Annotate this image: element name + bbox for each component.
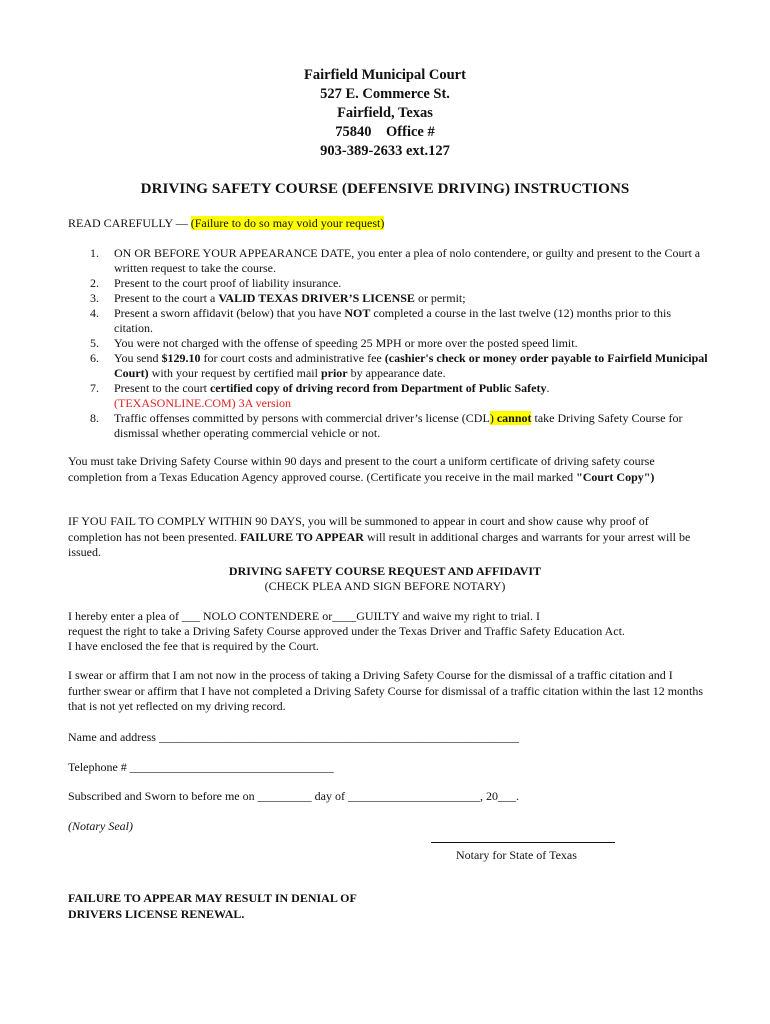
item-text: . [546,381,550,395]
cannot-highlight: cannot [493,411,532,425]
sworn-statement: I swear or affirm that I am not now in the process of taking a Driving Safety Course for the dismissal of a traffic citation and I further swear or affirm that I have not completed a Driving Safety Course for dismissal of a traffic citation within the last 12 months that is not yet reflected on my driving record. [68,668,704,713]
item-number: 1. [90,246,99,260]
name-address-field[interactable]: Name and address ____________________________________________________________ [68,730,519,744]
item-number: 8. [90,411,99,425]
affidavit-subheading: (CHECK PLEA AND SIGN BEFORE NOTARY) [264,579,506,593]
telephone-field[interactable]: Telephone # __________________________________ [68,760,334,774]
payment-method: (cashier's check or money order payable to Fairfield Municipal Court) [114,351,708,380]
court-phone: 903-389-2633 ext.127 [320,143,450,159]
notary-signature-line[interactable] [431,842,615,843]
read-carefully-warning: (Failure to do so may void your request) [190,216,385,230]
instruction-item [68,291,708,306]
plea-line-3: I have enclosed the fee that is required by the Court. [68,639,319,653]
fail-to-comply-paragraph [68,514,704,561]
court-header [0,66,770,161]
court-copy-label: "Court Copy") [576,469,655,484]
item-text: for court costs and administrative fee [200,351,385,365]
paragraph-text: will result in additional charges and warrants for your arrest will be issued. [68,529,691,559]
item-number: 4. [90,306,99,320]
court-name: Fairfield Municipal Court [304,67,466,83]
item-number: 6. [90,351,99,365]
item-number: 2. [90,276,99,290]
item-text: ON OR BEFORE YOUR APPEARANCE DATE, you enter a plea of nolo contendere, or guilty and present to the Court a written request to take the course. [114,246,701,275]
instruction-item [68,411,708,441]
plea-line-2: request the right to take a Driving Safety Course approved under the Texas Driver and Traffic Safety Education Act. [68,624,625,638]
item-text: You send [114,351,162,365]
paragraph-text: You must take Driving Safety Course within 90 days and present to the court a uniform certificate of driving safety course completion from a Texas Education Agency approved course. (Certificate you receive in the mail marked [68,454,655,484]
instruction-item [68,336,708,351]
item-text: Present a sworn affidavit (below) that you have [114,306,345,320]
instruction-item [68,351,708,381]
item-text: Present to the court [114,381,210,395]
footer-line-1: FAILURE TO APPEAR MAY RESULT IN DENIAL OF [68,891,357,905]
item-number: 7. [90,381,99,395]
item-bold-text: prior [320,366,348,380]
texasonline-note: (TEXASONLINE.COM) 3A version [114,396,291,410]
footer-line-2: DRIVERS LICENSE RENEWAL. [68,906,245,921]
item-number: 5. [90,336,99,350]
item-text: with your request by certified mail [148,366,321,380]
item-text: Traffic offenses committed by persons with commercial driver’s license (CDL [114,411,490,425]
plea-line-1: I hereby enter a plea of ___ NOLO CONTENDERE or____GUILTY and waive my right to trial. I [68,609,540,623]
notary-label: Notary for State of Texas [456,848,577,862]
item-text: take Driving Safety Course for dismissal whether operating commercial vehicle or not. [114,411,683,440]
item-text: completed a course in the last twelve (12) months prior to this citation. [114,306,672,335]
footer-warning [68,891,357,922]
court-city-state: Fairfield, Texas [337,105,433,121]
item-text: Present to the court a [114,291,219,305]
instruction-item [68,381,708,411]
item-text: You were not charged with the offense of speeding 25 MPH or more over the posted speed limit. [114,336,578,350]
item-bold-text: VALID TEXAS DRIVER’S LICENSE [218,291,415,305]
paragraph-text: IF YOU FAIL TO COMPLY WITHIN 90 DAYS, you will be summoned to appear in court and show cause why proof of completion has not been presented. [68,514,649,544]
item-text: by appearance date. [347,366,446,380]
item-number: 3. [90,291,99,305]
item-bold-text: certified copy of driving record from Department of Public Safety [209,381,547,395]
fee-amount: $129.10 [161,351,201,365]
item-bold-text: NOT [344,306,371,320]
instruction-item [68,246,708,276]
instruction-item [68,276,708,291]
highlight-paren: ) [489,411,494,425]
instruction-list [68,246,708,441]
read-carefully-prefix: READ CAREFULLY — [68,216,191,230]
page-title: DRIVING SAFETY COURSE (DEFENSIVE DRIVING) INSTRUCTIONS [140,181,630,197]
subscribed-sworn-field[interactable]: Subscribed and Sworn to before me on _________ day of ______________________, 20___. [68,789,519,803]
affidavit-heading: DRIVING SAFETY COURSE REQUEST AND AFFIDAVIT [228,564,542,578]
must-take-paragraph [68,454,704,485]
item-text: or permit; [414,291,466,305]
failure-to-appear-label: FAILURE TO APPEAR [239,529,364,544]
notary-seal-label: (Notary Seal) [68,819,133,833]
instruction-item [68,306,708,336]
read-carefully-line [68,216,384,231]
court-street: 527 E. Commerce St. [320,86,450,102]
item-text: Present to the court proof of liability insurance. [114,276,342,290]
court-zip-office: 75840 Office # [335,124,435,140]
